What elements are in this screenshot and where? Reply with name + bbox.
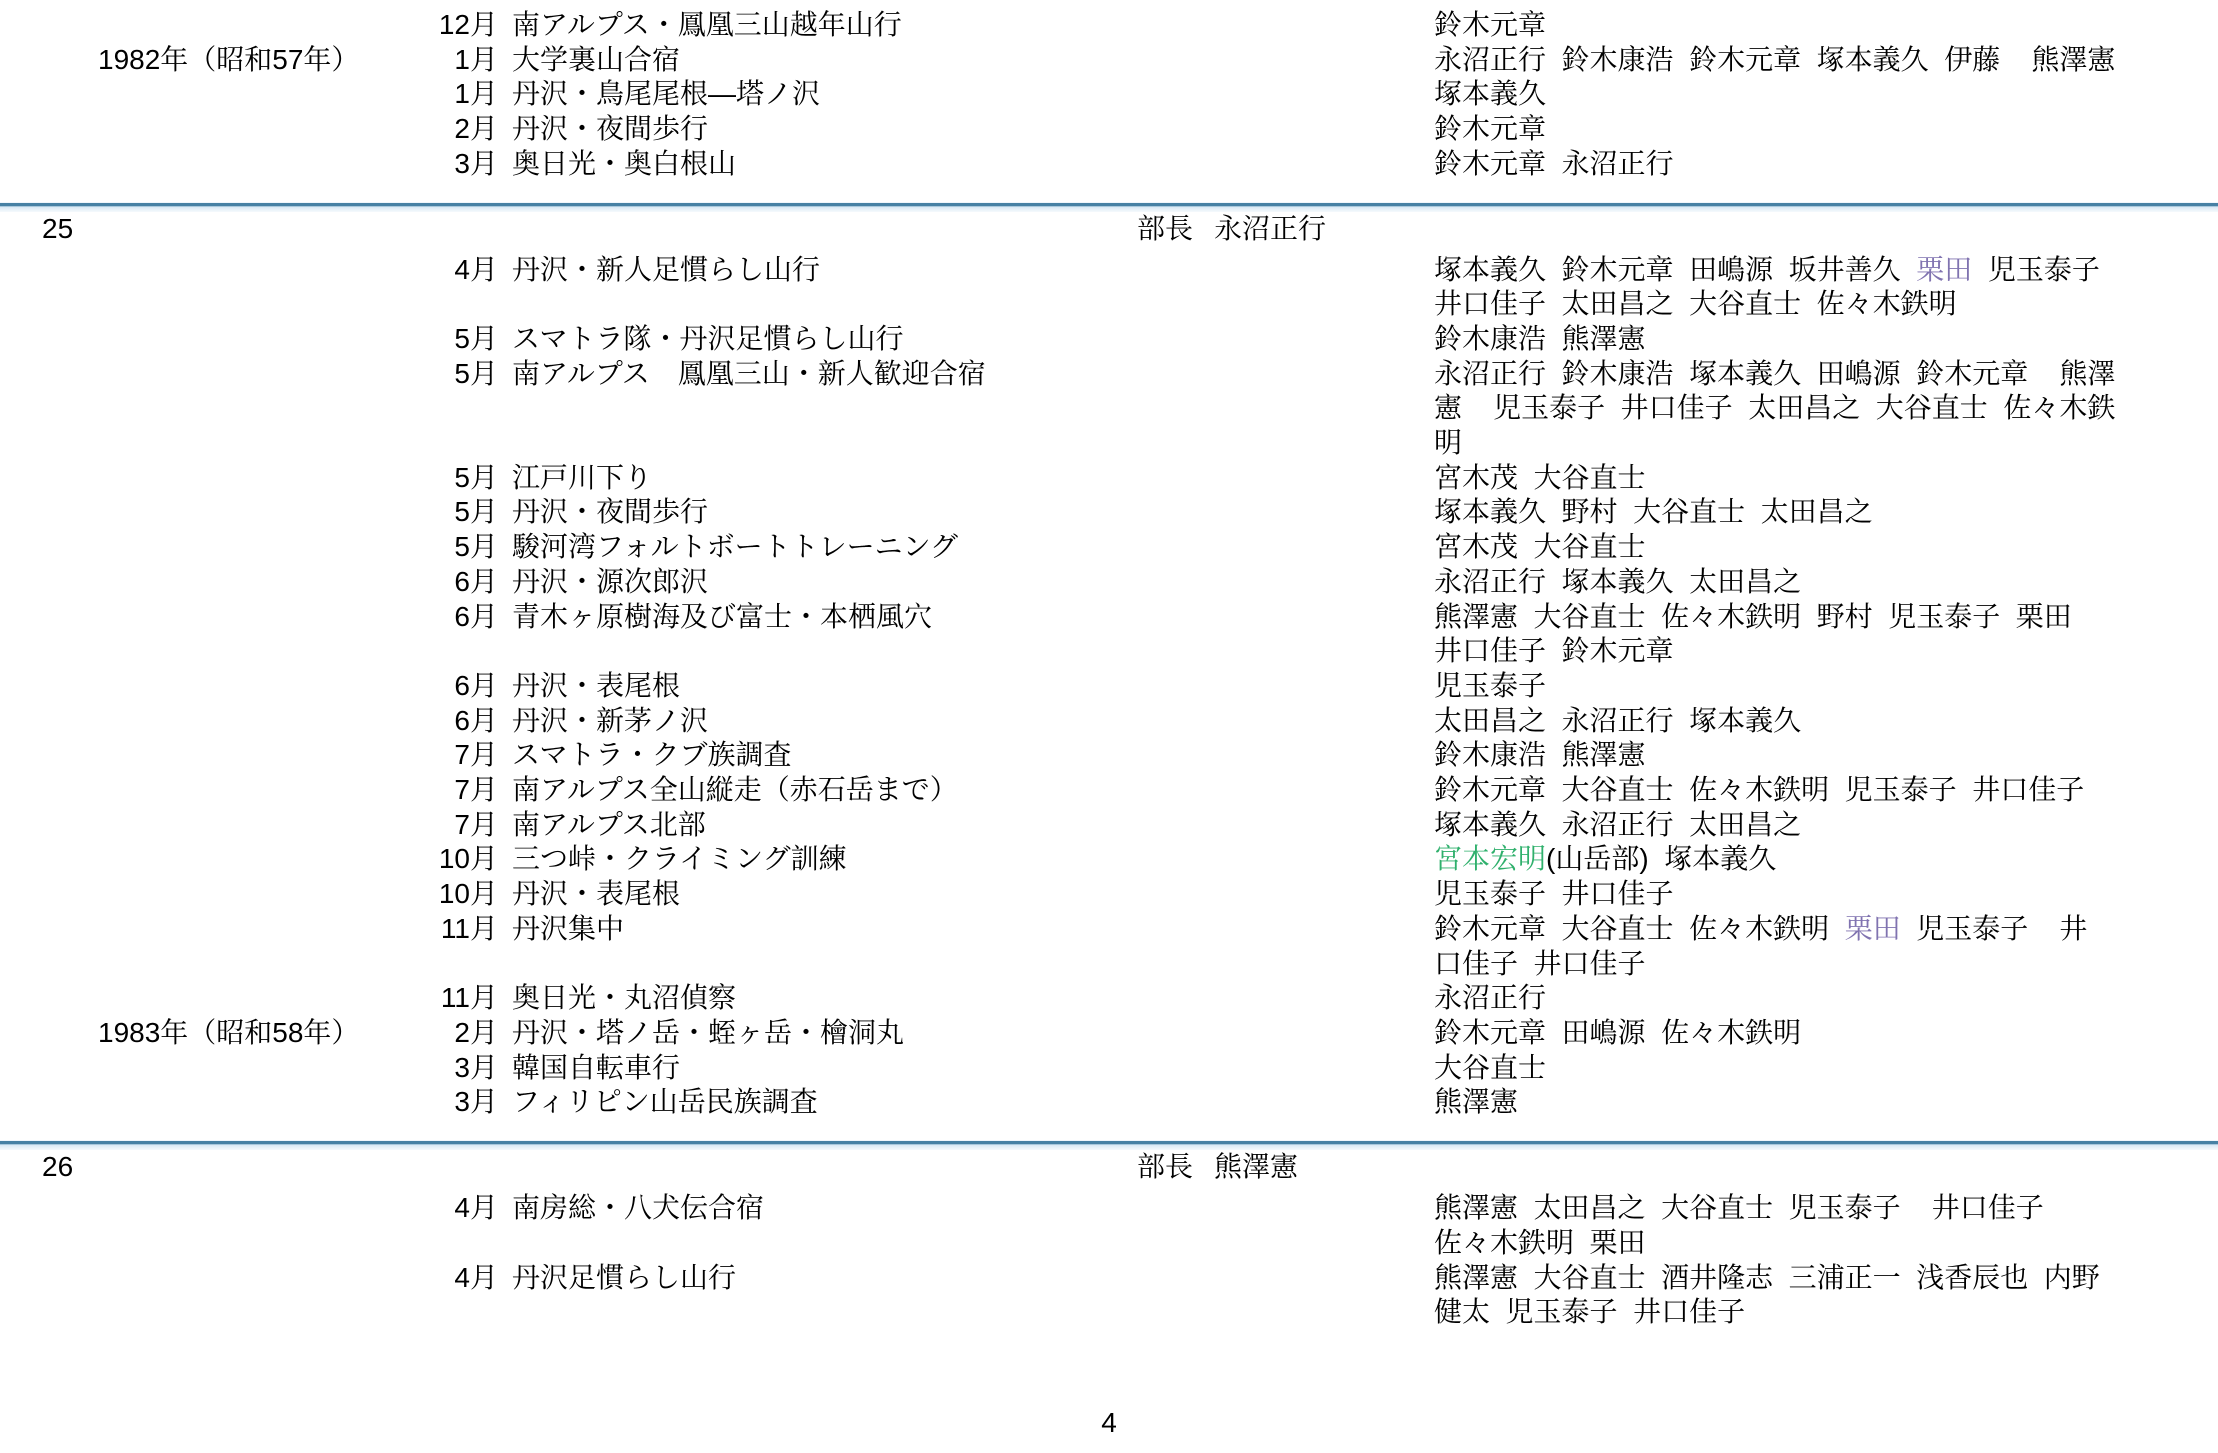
participants xyxy=(1434,495,2218,530)
participant-line xyxy=(1434,842,2218,877)
participant-line xyxy=(1434,600,2218,635)
activity-row xyxy=(0,912,2218,981)
participant-line xyxy=(1434,1085,2218,1120)
activity-title: 丹沢・表尾根 xyxy=(512,669,681,701)
participant-line xyxy=(1434,1226,2218,1261)
participant-name: 宮本宏明 xyxy=(1434,843,1547,875)
month-label: 11月 xyxy=(440,912,498,944)
activity-title: 丹沢・夜間歩行 xyxy=(512,113,709,145)
month-label: 5月 xyxy=(454,496,498,528)
section-chief xyxy=(1137,1150,1298,1185)
participants xyxy=(1434,808,2218,843)
activity-title: 大学裏山合宿 xyxy=(512,43,681,75)
month-label: 6月 xyxy=(454,669,498,701)
participant-line xyxy=(1434,877,2218,912)
month-label: 5月 xyxy=(454,461,498,493)
participant-name: 明 xyxy=(1434,427,1463,459)
activity-row xyxy=(0,565,2218,600)
participant-name: 太田昌之 永沼正行 塚本義久 xyxy=(1434,704,1802,736)
participant-line xyxy=(1434,77,2218,112)
participant-name: 児玉泰子 井口佳子 xyxy=(1434,878,1674,910)
month-label: 4月 xyxy=(454,1261,498,1293)
chief-label: 部長 xyxy=(1137,1151,1194,1183)
activity-row xyxy=(0,669,2218,704)
participant-name: 塚本義久 xyxy=(1434,78,1547,110)
participant-name: 鈴木元章 xyxy=(1434,9,1547,40)
activity-row xyxy=(0,1051,2218,1086)
participant-name: 大谷直士 xyxy=(1434,1051,1547,1083)
participant-name: 熊澤憲 大谷直士 酒井隆志 三浦正一 浅香辰也 内野 xyxy=(1434,1261,2100,1293)
participant-name: 口佳子 井口佳子 xyxy=(1434,947,1646,979)
section-divider-line xyxy=(0,202,2218,212)
participant-line xyxy=(1434,495,2218,530)
activity-title: 丹沢・源次郎沢 xyxy=(512,565,709,597)
participant-name: (山岳部) 塚本義久 xyxy=(1546,843,1777,875)
participant-line xyxy=(1434,357,2218,392)
participant-line xyxy=(1434,981,2218,1016)
section-number: 26 xyxy=(42,1151,74,1183)
activity-title: 駿河湾フォルトボートトレーニング xyxy=(512,531,959,563)
activity-title: 丹沢・夜間歩行 xyxy=(512,496,709,528)
participant-name: 永沼正行 鈴木康浩 塚本義久 田嶋源 鈴木元章 熊澤 xyxy=(1434,357,2116,389)
participant-name: 熊澤憲 太田昌之 大谷直士 児玉泰子 井口佳子 xyxy=(1434,1192,2044,1224)
participants xyxy=(1434,322,2218,357)
participant-line xyxy=(1434,530,2218,565)
activity-row xyxy=(0,495,2218,530)
participant-name: 憲 児玉泰子 井口佳子 太田昌之 大谷直士 佐々木鉄 xyxy=(1434,392,2116,424)
activity-row xyxy=(0,357,2218,461)
participant-name: 鈴木康浩 熊澤憲 xyxy=(1434,322,1646,354)
month-label: 2月 xyxy=(454,113,498,145)
participant-name: 鈴木元章 xyxy=(1434,113,1547,145)
month-label: 10月 xyxy=(438,878,498,910)
activity-title: 奥日光・奥白根山 xyxy=(512,147,737,179)
section-divider-line xyxy=(0,1140,2218,1150)
activity-row xyxy=(0,981,2218,1016)
participant-name: 栗田 xyxy=(1844,912,1901,944)
participant-line xyxy=(1434,426,2218,461)
activity-row xyxy=(0,738,2218,773)
activity-row xyxy=(0,43,2218,78)
participant-name: 塚本義久 永沼正行 太田昌之 xyxy=(1434,808,1802,840)
participant-name: 鈴木元章 大谷直士 佐々木鉄明 児玉泰子 井口佳子 xyxy=(1434,774,2085,806)
activity-title: 丹沢・新茅ノ沢 xyxy=(512,704,709,736)
year-label: 1982年（昭和57年） xyxy=(98,43,360,75)
participant-name: 永沼正行 鈴木康浩 鈴木元章 塚本義久 伊藤 熊澤憲 xyxy=(1434,43,2116,75)
month-label: 6月 xyxy=(454,704,498,736)
month-label: 4月 xyxy=(454,253,498,285)
participant-line xyxy=(1434,669,2218,704)
participant-name: 宮木茂 大谷直士 xyxy=(1434,531,1646,563)
activity-title: 南アルプス全山縦走（赤石岳まで） xyxy=(512,774,958,806)
section-header xyxy=(0,1150,2218,1185)
participants xyxy=(1434,565,2218,600)
participant-line xyxy=(1434,912,2218,947)
participant-line xyxy=(1434,253,2218,288)
month-label: 2月 xyxy=(454,1016,498,1048)
participant-line xyxy=(1434,565,2218,600)
page-number: 4 xyxy=(1101,1407,1117,1439)
participants xyxy=(1434,77,2218,112)
activity-row xyxy=(0,1191,2218,1260)
month-label: 12月 xyxy=(438,9,498,40)
activity-row xyxy=(0,77,2218,112)
participants xyxy=(1434,461,2218,496)
activity-row xyxy=(0,1016,2218,1051)
participants xyxy=(1434,530,2218,565)
participant-name: 佐々木鉄明 栗田 xyxy=(1434,1226,1646,1258)
activity-title: 丹沢足慣らし山行 xyxy=(512,1261,737,1293)
participants xyxy=(1434,8,2218,43)
participant-name: 永沼正行 塚本義久 太田昌之 xyxy=(1434,565,1802,597)
participants xyxy=(1434,1085,2218,1120)
activity-row xyxy=(0,877,2218,912)
activity-row xyxy=(0,808,2218,843)
activity-title: 丹沢・新人足慣らし山行 xyxy=(512,253,821,285)
section-header xyxy=(0,212,2218,247)
activity-title: スマトラ・クブ族調査 xyxy=(512,739,792,771)
participants xyxy=(1434,1051,2218,1086)
participant-line xyxy=(1434,43,2218,78)
year-label: 1983年（昭和58年） xyxy=(98,1016,360,1048)
participant-name: 鈴木康浩 熊澤憲 xyxy=(1434,739,1646,771)
month-label: 5月 xyxy=(454,357,498,389)
activity-row xyxy=(0,322,2218,357)
participants xyxy=(1434,842,2218,877)
month-label: 6月 xyxy=(454,600,498,632)
participant-name: 健太 児玉泰子 井口佳子 xyxy=(1434,1296,1746,1328)
activity-title: 丹沢・塔ノ岳・蛭ヶ岳・檜洞丸 xyxy=(512,1016,905,1048)
participant-line xyxy=(1434,704,2218,739)
participants xyxy=(1434,738,2218,773)
section-number: 25 xyxy=(42,212,74,244)
participant-line xyxy=(1434,1295,2218,1330)
month-label: 11月 xyxy=(440,982,498,1014)
participant-name: 井口佳子 太田昌之 大谷直士 佐々木鉄明 xyxy=(1434,288,1957,320)
participant-name: 児玉泰子 井 xyxy=(1900,912,2088,944)
participant-name: 宮木茂 大谷直士 xyxy=(1434,461,1646,493)
participant-name: 熊澤憲 xyxy=(1434,1086,1519,1118)
participant-name: 鈴木元章 田嶋源 佐々木鉄明 xyxy=(1434,1016,1802,1048)
activity-title: 奥日光・丸沼偵察 xyxy=(512,982,737,1014)
participant-line xyxy=(1434,1191,2218,1226)
month-label: 5月 xyxy=(454,322,498,354)
participants xyxy=(1434,877,2218,912)
month-label: 7月 xyxy=(454,739,498,771)
participant-name: 鈴木元章 大谷直士 佐々木鉄明 xyxy=(1434,912,1845,944)
participant-name: 熊澤憲 大谷直士 佐々木鉄明 野村 児玉泰子 栗田 xyxy=(1434,600,2072,632)
month-label: 7月 xyxy=(454,774,498,806)
activity-block xyxy=(0,8,2218,182)
activity-title: 三つ峠・クライミング訓練 xyxy=(512,843,847,875)
activity-row xyxy=(0,842,2218,877)
month-label: 6月 xyxy=(454,565,498,597)
participant-name: 永沼正行 xyxy=(1434,982,1547,1014)
participant-line xyxy=(1434,287,2218,322)
month-label: 3月 xyxy=(454,1086,498,1118)
activity-title: 丹沢・鳥尾尾根―塔ノ沢 xyxy=(512,78,821,110)
participants xyxy=(1434,1016,2218,1051)
participant-line xyxy=(1434,634,2218,669)
activity-title: 南アルプス 鳳凰三山・新人歓迎合宿 xyxy=(512,357,986,389)
month-label: 7月 xyxy=(454,808,498,840)
activity-row xyxy=(0,773,2218,808)
activity-title: フィリピン山岳民族調査 xyxy=(512,1086,818,1118)
activity-title: 韓国自転車行 xyxy=(512,1051,681,1083)
participant-name: 塚本義久 鈴木元章 田嶋源 坂井善久 xyxy=(1434,253,1917,285)
participant-line xyxy=(1434,773,2218,808)
activity-row xyxy=(0,1085,2218,1120)
chief-name: 永沼正行 xyxy=(1214,212,1327,244)
activity-title: 南アルプス北部 xyxy=(512,808,706,840)
activity-title: 丹沢集中 xyxy=(512,912,625,944)
month-label: 3月 xyxy=(454,147,498,179)
participants xyxy=(1434,981,2218,1016)
participant-line xyxy=(1434,147,2218,182)
participants xyxy=(1434,147,2218,182)
participant-line xyxy=(1434,322,2218,357)
participant-name: 井口佳子 鈴木元章 xyxy=(1434,635,1674,667)
activity-row xyxy=(0,461,2218,496)
month-label: 5月 xyxy=(454,531,498,563)
participant-name: 児玉泰子 xyxy=(1972,253,2100,285)
participant-line xyxy=(1434,8,2218,43)
chief-label: 部長 xyxy=(1137,212,1194,244)
activity-row xyxy=(0,253,2218,322)
month-label: 1月 xyxy=(454,78,498,110)
activity-row xyxy=(0,112,2218,147)
activity-row xyxy=(0,704,2218,739)
participant-line xyxy=(1434,461,2218,496)
participant-line xyxy=(1434,112,2218,147)
activity-row xyxy=(0,530,2218,565)
participants xyxy=(1434,773,2218,808)
participant-line xyxy=(1434,1261,2218,1296)
activity-row xyxy=(0,147,2218,182)
activity-row xyxy=(0,8,2218,43)
activity-title: 青木ヶ原樹海及び富士・本栖風穴 xyxy=(512,600,933,632)
section-chief xyxy=(1137,212,1326,247)
participant-line xyxy=(1434,738,2218,773)
activity-row xyxy=(0,1261,2218,1330)
participants xyxy=(1434,669,2218,704)
participants xyxy=(1434,600,2218,669)
activity-row xyxy=(0,600,2218,669)
participant-line xyxy=(1434,391,2218,426)
participants xyxy=(1434,253,2218,322)
participant-name: 栗田 xyxy=(1916,253,1973,285)
participant-line xyxy=(1434,1016,2218,1051)
month-label: 10月 xyxy=(438,843,498,875)
participants xyxy=(1434,357,2218,461)
activity-block xyxy=(0,253,2218,1121)
participants xyxy=(1434,912,2218,981)
participants xyxy=(1434,1191,2218,1260)
participants xyxy=(1434,1261,2218,1330)
participant-line xyxy=(1434,947,2218,982)
participants xyxy=(1434,704,2218,739)
activity-title: 丹沢・表尾根 xyxy=(512,878,681,910)
participant-line xyxy=(1434,808,2218,843)
participant-name: 児玉泰子 xyxy=(1434,669,1547,701)
activity-title: 江戸川下り xyxy=(512,461,653,493)
participant-line xyxy=(1434,1051,2218,1086)
activity-title: 南アルプス・鳳凰三山越年山行 xyxy=(512,9,902,40)
month-label: 1月 xyxy=(454,43,498,75)
participant-name: 鈴木元章 永沼正行 xyxy=(1434,147,1674,179)
month-label: 4月 xyxy=(454,1192,498,1224)
participant-name: 塚本義久 野村 大谷直士 太田昌之 xyxy=(1434,496,1873,528)
participants xyxy=(1434,112,2218,147)
chief-name: 熊澤憲 xyxy=(1214,1151,1299,1183)
activity-title: スマトラ隊・丹沢足慣らし山行 xyxy=(512,322,904,354)
month-label: 3月 xyxy=(454,1051,498,1083)
activity-block xyxy=(0,1191,2218,1330)
participants xyxy=(1434,43,2218,78)
activity-title: 南房総・八犬伝合宿 xyxy=(512,1192,765,1224)
